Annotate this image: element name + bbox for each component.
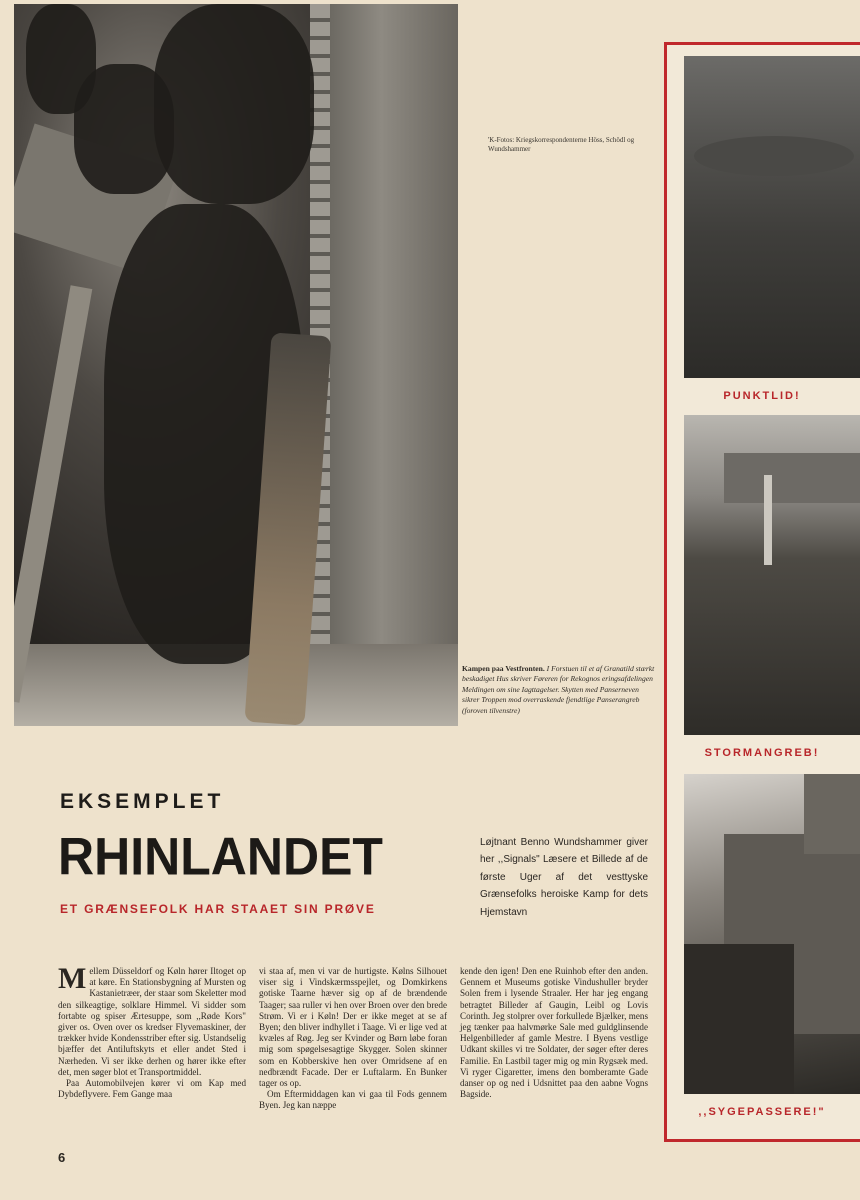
photo-caption xyxy=(462,664,658,716)
column-2-text: vi staa af, men vi var de hurtigste. Kølns Silhouet viser sig i Vindskærmsspejlet, og Domkirkens gotiske Taarne hæver sig op af de brændende Taager; saa ruller vi hen over Broen over den brede Strøm. Vi er i Køln! Der er ikke meget at se af Byen; den bliver indhyllet i Taage. Vi er lige ved at kvæles af Røg. Jeg ser Kvinder og Børn løbe foran mig som spøgelsesagtige Skygger. Solen skinner som en Kobberskive hen over Omridsene af en nedbrændt Facade. Der er Luftalarm. En Bunker tager os op. xyxy=(259,966,447,1089)
column-1-paragraph-2: Paa Automobilvejen kører vi om Kap med Dybdeflyvere. Fem Gange maa xyxy=(58,1078,246,1100)
column-1-text: ellem Düsseldorf og Køln hører Iltoget op at køre. En Stationsbygning af Mursten og Kastanietræer, der staar som Skeletter mod den silkeagtige, solklare Himmel. Vi sidder som fortabte og spiser Ærtesuppe, som ,,Røde Kors" giver os. Oven over os kredser Flyvemaskiner, der trækker hvide Kondensstriber efter sig. Ustandselig bjæffer det Antiluftskyts et eller andet Sted i Nærheden. Vi ser ikke derhen og hører ikke efter det, men søger blot et Transportmiddel. xyxy=(58,966,246,1077)
side-label-sygepassere: ,,SYGEPASSERE!" xyxy=(698,1106,826,1118)
fence-post xyxy=(764,475,772,565)
side-photo-ruined-street xyxy=(684,774,860,1094)
article-headline: RHINLANDET xyxy=(58,827,383,886)
article-subhead: ET GRÆNSEFOLK HAR STAAET SIN PRØVE xyxy=(60,902,376,916)
drop-cap: M xyxy=(58,962,87,995)
body-column-3 xyxy=(460,966,648,1100)
side-label-punktlid: PUNKTLID! xyxy=(723,390,801,402)
church-tower xyxy=(804,774,860,854)
side-photo-assault xyxy=(684,415,860,735)
article-intro: Løjtnant Benno Wundshammer giver her ,,Signals" Læsere et Billede af de første Uger af det vesttyske Grænsefolks heroiske Kamp for dets Hjemstavn xyxy=(480,837,648,918)
tree-line xyxy=(694,136,854,176)
caption-lead: Kampen paa Vestfronten. xyxy=(462,664,545,673)
photo-credit: 'K-Fotos: Kriegskorrespondenterne Höss, Schödl og Wundshammer xyxy=(488,136,635,153)
article-kicker: EKSEMPLET xyxy=(60,790,225,813)
side-label-stormangreb: STORMANGREB! xyxy=(704,747,820,759)
main-photo-soldiers xyxy=(14,4,458,726)
soldier-silhouette-2 xyxy=(154,4,314,204)
side-photo-field xyxy=(684,56,860,378)
column-3-text: kende den igen! Den ene Ruinhob efter den anden. Gennem et Museums gotiske Vindushuller bryder Solen frem i lysende Straaler. Her har jeg engang betragtet Billeder af Gaugin, Leibl og Lovis Corinth. Jeg stolprer over forkullede Bjælker, mens jeg tænker paa halvmørke Sale med guldglinsende Helgenbilleder af gamle Mestre. I Byens vestlige Udkant skilles vi tre Soldater, der søger efter deres Familie. En Lastbil tager mig og min Rygsæk med. Vi ryger Cigaretter, imens den bomberamte Gade danser op og ned i Udsnittet paa den aabne Vogns Bagside. xyxy=(460,966,648,1100)
body-column-2 xyxy=(259,966,447,1112)
page-number: 6 xyxy=(58,1150,66,1165)
column-2-paragraph-2: Om Eftermiddagen kan vi gaa til Fods gennem Byen. Jeg kan næppe xyxy=(259,1089,447,1111)
doorway-wall xyxy=(330,4,458,726)
rubble-foreground xyxy=(684,944,794,1094)
body-column-1 xyxy=(58,962,246,1100)
caption-body: I Forstuen til et af Granatild stærkt beskadiget Hus skriver Føreren for Rekognos eringsafdelingen Meldingen om sine Iagttagelser. Skytten med Panserneven sikrer Troppen mod overraskende fjendtlige Panserangreb (foroven tilvenstre) xyxy=(462,664,655,715)
distant-building xyxy=(724,453,860,503)
wooden-beam xyxy=(14,285,92,702)
